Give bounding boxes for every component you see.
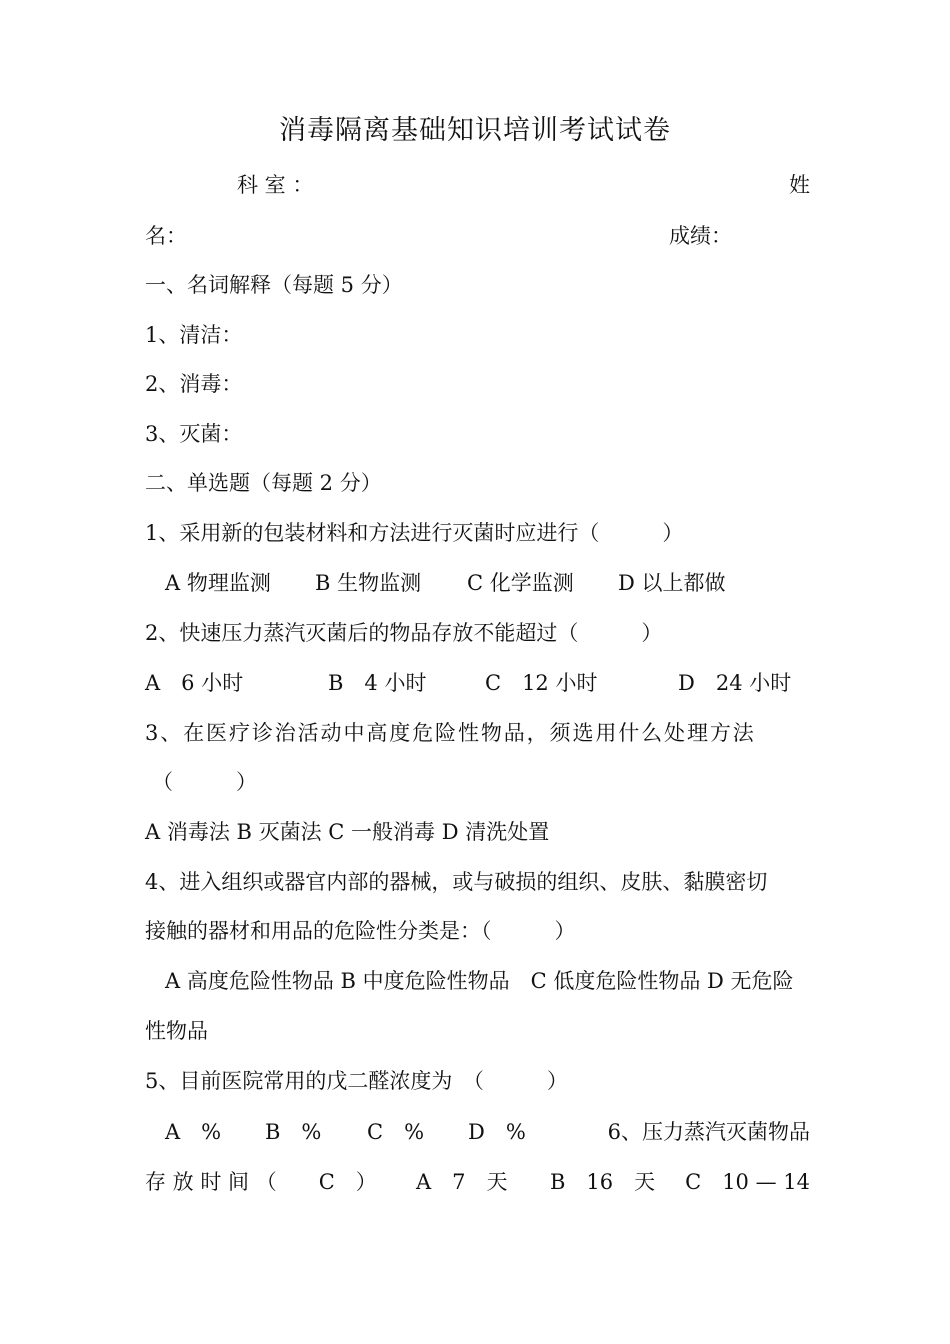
option-a: A 7 天 <box>416 1170 508 1194</box>
option-a: A 物理监测 <box>165 571 271 595</box>
section2-heading: 二、单选题（每题 2 分） <box>145 471 382 495</box>
score-label: 成绩： <box>669 224 732 248</box>
term-item: 1、清洁： <box>145 323 243 347</box>
option-a: A % <box>165 1120 222 1144</box>
page-title: 消毒隔离基础知识培训考试试卷 <box>279 115 671 146</box>
question-3-options: A 消毒法 B 灭菌法 C 一般消毒 D 清洗处置 <box>145 820 550 844</box>
option-d: D % <box>468 1120 526 1144</box>
question-3: 3、在医疗诊治活动中高度危险性物品，须选用什么处理方法 <box>145 721 756 745</box>
name-label-part1: 姓 <box>789 173 810 197</box>
option-c: C 化学监测 <box>467 571 574 595</box>
option-b: B % <box>265 1120 322 1144</box>
name-label-part2: 名： <box>145 224 187 248</box>
option-d: D 24 小时 <box>678 671 792 695</box>
department-label: 科 室 ： <box>237 173 314 197</box>
question-4-options-continued: 性物品 <box>145 1019 208 1043</box>
term-item: 3、灭菌： <box>145 422 243 446</box>
option-c: C 10 — 14 <box>685 1170 810 1194</box>
question-3-continued: （ ） <box>152 770 257 794</box>
question-4-options: A 高度危险性物品 B 中度危险性物品 C 低度危险性物品 D 无危险 <box>165 969 794 993</box>
option-b: B 4 小时 <box>328 671 427 695</box>
section1-heading: 一、名词解释（每题 5 分） <box>145 273 403 297</box>
question-4: 4、进入组织或器官内部的器械，或与破损的组织、皮肤、黏膜密切 <box>145 870 768 894</box>
option-d: D 以上都做 <box>618 571 726 595</box>
option-b: B 16 天 <box>550 1170 656 1194</box>
option-c: C % <box>367 1120 425 1144</box>
option-b: B 生物监测 <box>315 571 422 595</box>
question-1: 1、采用新的包装材料和方法进行灭菌时应进行（ ） <box>145 521 684 545</box>
question-5: 5、目前医院常用的戊二醛浓度为 （ ） <box>145 1069 568 1093</box>
question-4-continued: 接触的器材和用品的危险性分类是：（ ） <box>145 919 576 943</box>
question-6-answer-blank: 存 放 时 间 （ C ） <box>145 1170 377 1194</box>
option-a: A 6 小时 <box>145 671 244 695</box>
question-2: 2、快速压力蒸汽灭菌后的物品存放不能超过（ ） <box>145 621 663 645</box>
term-item: 2、消毒： <box>145 372 243 396</box>
question-6-start: 6、压力蒸汽灭菌物品 <box>607 1120 810 1144</box>
option-c: C 12 小时 <box>485 671 598 695</box>
